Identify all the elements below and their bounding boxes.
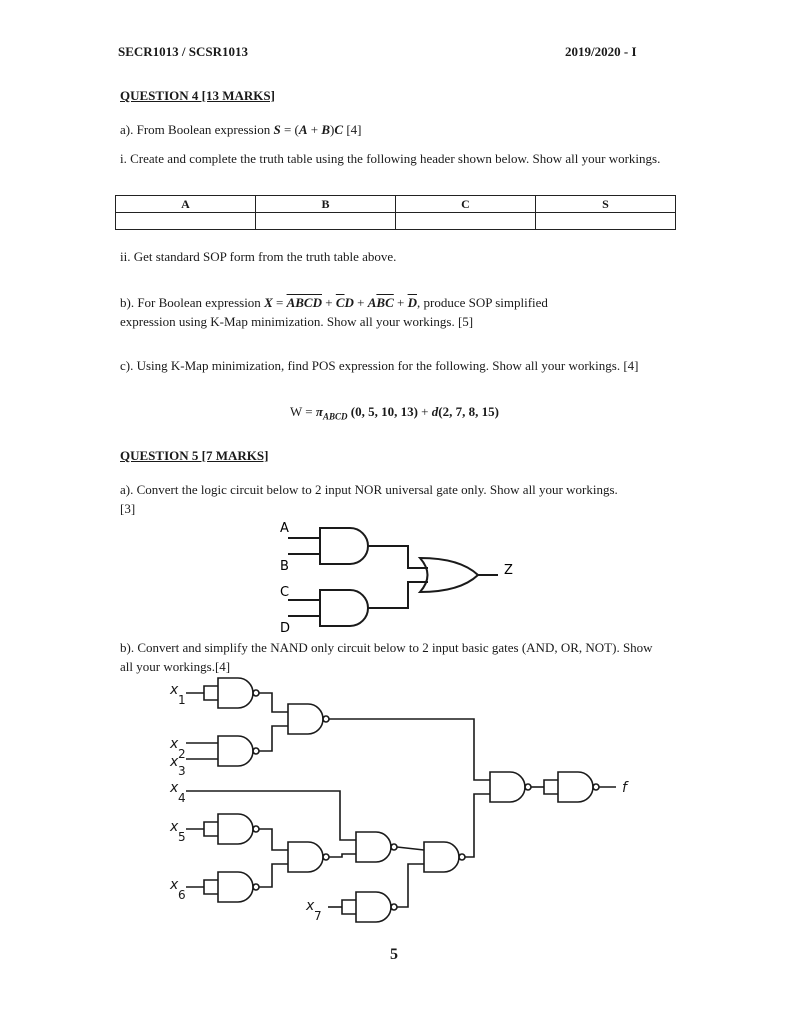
q4c-d: d [431, 404, 439, 419]
q4c-pi: π [315, 404, 323, 419]
circuit1-label-a: A [280, 521, 289, 536]
q4b-term-1: ABCD [286, 295, 322, 310]
wire-x4 [186, 791, 356, 840]
wire-g9-g10 [397, 847, 424, 850]
label-f: f [622, 780, 627, 796]
q4b-eq: = [272, 295, 287, 310]
label-sub-1: 1 [178, 693, 186, 707]
label-x2: x [170, 736, 179, 752]
and-gate-1 [320, 528, 368, 564]
nand-gate-5 [558, 772, 593, 802]
truth-table-cell [116, 213, 256, 230]
q4c-plus: + [417, 404, 432, 419]
wire-and2-to-or [368, 582, 428, 608]
wire-g8-g7 [259, 864, 288, 887]
nand-bubble-9 [391, 844, 397, 850]
q4b-plus-2: + [353, 295, 368, 310]
truth-table-cell [396, 213, 536, 230]
circuit1-label-b: B [280, 559, 289, 574]
q4b-term-2b: D [344, 295, 354, 310]
q4b-prefix: b). For Boolean expression [120, 295, 265, 310]
q4c-dterms: (2, 7, 8, 15) [438, 404, 499, 419]
wire-x6-tie [204, 880, 218, 894]
q4b-term-4: $\overline{D}$ [407, 295, 417, 310]
question-5-title: QUESTION 5 [7 MARKS] [120, 448, 269, 463]
nand-gate-3 [218, 736, 253, 766]
label-sub-7: 7 [314, 909, 322, 923]
label-x4: x [170, 780, 179, 796]
q4a-text [120, 120, 361, 139]
q4a-eq: = ( [280, 122, 299, 137]
q5a-text: a). Convert the logic circuit below to 2 input NOR universal gate only. Show all your workings. [3] [120, 482, 618, 516]
nand-gate-6 [218, 814, 253, 844]
wire-g3-g2 [259, 726, 288, 751]
q4ai-text: i. Create and complete the truth table using the following header shown below. Show all your workings. [120, 151, 661, 166]
nand-bubble-2 [323, 716, 329, 722]
wire-g11-g10 [397, 864, 424, 907]
q4a-marks: [4] [343, 122, 362, 137]
header-session: 2019/2020 - I [565, 44, 637, 59]
q4c-expression [290, 402, 499, 427]
q4a-close: ) [330, 122, 335, 137]
q4c-terms: (0, 5, 10, 13) [347, 404, 418, 419]
wire-g1-g2 [259, 693, 288, 712]
q4a-plus: + [307, 122, 322, 137]
label-x1: x [170, 682, 179, 698]
q4a-var-s: S [273, 122, 281, 137]
q4b-suffix: , produce SOP simplified [416, 295, 548, 310]
truth-table-header-b: B [256, 196, 396, 213]
nand-bubble-8 [253, 884, 259, 890]
q4b-term-3a: A [367, 295, 377, 310]
nand-bubble-5 [593, 784, 599, 790]
header-course-code: SECR1013 / SCSR1013 [118, 44, 249, 59]
q4b-term-2a: $\overline{C}$ [335, 295, 345, 310]
label-x5: x [170, 819, 179, 835]
circuit-and-or-diagram [270, 518, 530, 636]
nand-bubble-3 [253, 748, 259, 754]
q4a-prefix: a). From Boolean expression [120, 122, 274, 137]
q5b-text: b). Convert and simplify the NAND only circuit below to 2 input basic gates (AND, OR, NOT). Show all your workings.[4] [120, 640, 653, 674]
truth-table-cell [536, 213, 676, 230]
q4b-term-3b: $\overline{BC}$ [376, 295, 394, 310]
q4b-var-x: X [264, 295, 273, 310]
wire-g5-tie [544, 780, 558, 794]
q4aii-text: ii. Get standard SOP form from the truth table above. [120, 249, 397, 264]
truth-table-cell [256, 213, 396, 230]
wire-x5-tie [204, 822, 218, 836]
nand-bubble-1 [253, 690, 259, 696]
label-x7: x [306, 898, 315, 914]
q4c-sub: ABCD [322, 411, 348, 422]
nand-gate-9 [356, 832, 391, 862]
nand-gate-1 [218, 678, 253, 708]
q4b-line-2: expression using K-Map minimization. Show all your workings. [5] [120, 314, 474, 329]
nand-bubble-11 [391, 904, 397, 910]
circuit1-label-d: D [280, 621, 291, 636]
q4c-text: c). Using K-Map minimization, find POS expression for the following. Show all your workings. [4] [120, 358, 639, 373]
wire-g10-g4 [465, 794, 490, 857]
q4a-var-c: C [334, 122, 344, 137]
label-x6: x [170, 877, 179, 893]
nand-bubble-4 [525, 784, 531, 790]
label-sub-2: 2 [178, 747, 186, 761]
q4a-var-b: B [321, 122, 331, 137]
wire-g2-g4 [329, 719, 490, 780]
nand-gate-7 [288, 842, 323, 872]
truth-table-header-a: A [116, 196, 256, 213]
circuit-nand-diagram [160, 676, 650, 932]
nand-gate-4 [490, 772, 525, 802]
question-4-title: QUESTION 4 [13 MARKS] [120, 88, 275, 103]
and-gate-2 [320, 590, 368, 626]
label-sub-6: 6 [178, 888, 186, 902]
label-sub-3: 3 [178, 764, 186, 778]
or-gate [420, 558, 478, 592]
nand-gate-11 [356, 892, 391, 922]
q4a-var-a: A [298, 122, 308, 137]
label-sub-4: 4 [178, 791, 186, 805]
q4b-plus-1: + [321, 295, 336, 310]
q4b-text [120, 293, 680, 331]
truth-table-header-row [116, 196, 676, 213]
circuit1-label-c: C [280, 585, 290, 600]
label-sub-5: 5 [178, 830, 186, 844]
truth-table-header-s: S [536, 196, 676, 213]
nand-gate-8 [218, 872, 253, 902]
circuit1-label-z: Z [504, 563, 513, 578]
wire-g7-g9 [329, 854, 356, 857]
wire-x7-tie [342, 900, 356, 914]
truth-table-empty-row [116, 213, 676, 230]
nand-gate-10 [424, 842, 459, 872]
nand-bubble-6 [253, 826, 259, 832]
page-number: 5 [390, 946, 398, 963]
truth-table-header-c: C [396, 196, 536, 213]
wire-x1-tie [204, 686, 218, 700]
wire-g6-g7 [259, 829, 288, 850]
nand-bubble-7 [323, 854, 329, 860]
label-x3: x [170, 754, 179, 770]
truth-table [115, 195, 676, 230]
nand-bubble-10 [459, 854, 465, 860]
q4c-w: W = [290, 404, 316, 419]
q4b-plus-3: + [393, 295, 408, 310]
nand-gate-2 [288, 704, 323, 734]
